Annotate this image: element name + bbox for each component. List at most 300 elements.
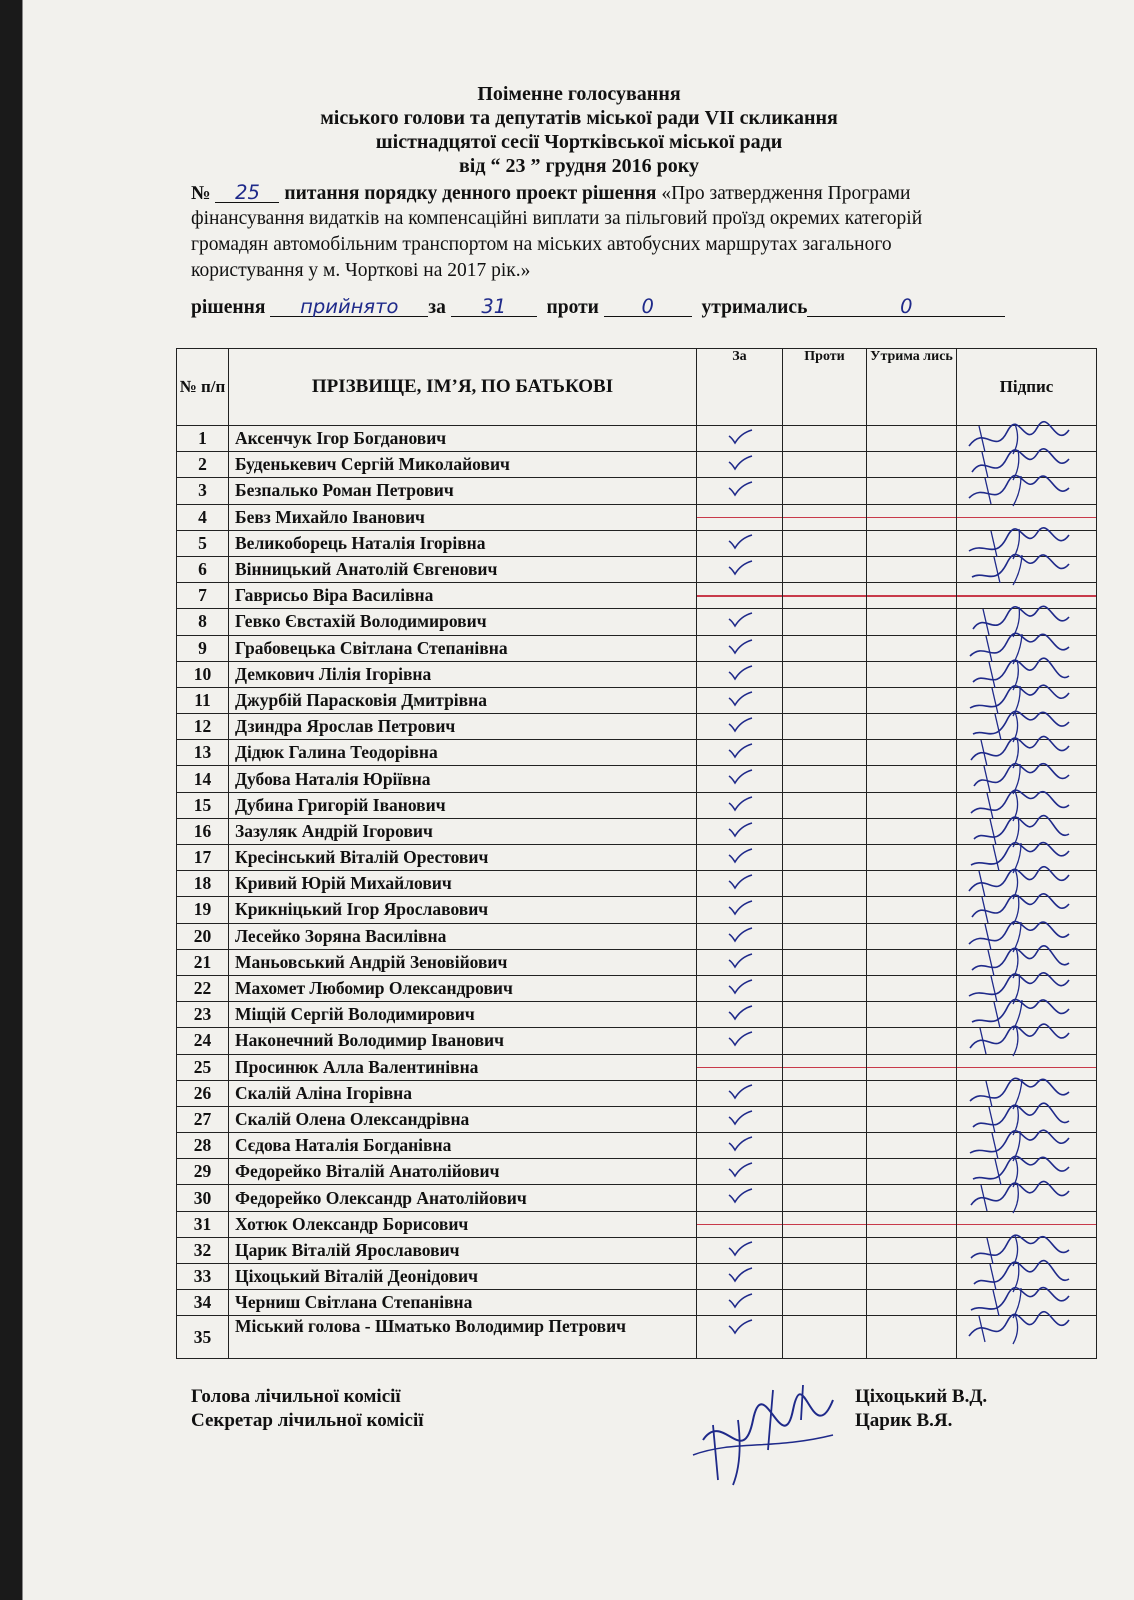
header-name: ПРІЗВИЩЕ, ІМ’Я, ПО БАТЬКОВІ [229, 349, 697, 426]
row-number: 26 [177, 1080, 229, 1106]
member-name: Дубина Григорій Іванович [229, 792, 697, 818]
row-number: 18 [177, 871, 229, 897]
row-number: 22 [177, 975, 229, 1001]
vote-cell-for [697, 452, 783, 478]
vote-cell-against [783, 1316, 867, 1359]
row-number: 15 [177, 792, 229, 818]
vote-cell-for [697, 583, 783, 609]
vote-cell-against [783, 871, 867, 897]
table-row [177, 1185, 1097, 1211]
signature-cell [957, 556, 1097, 582]
member-name: Великоборець Наталія Ігорівна [229, 530, 697, 556]
member-name: Міський голова - Шматько Володимир Петрович [229, 1316, 697, 1359]
vote-cell-abstain [867, 1106, 957, 1132]
vote-cell-for [697, 609, 783, 635]
member-name: Махомет Любомир Олександрович [229, 975, 697, 1001]
vote-cell-for [697, 766, 783, 792]
row-number: 27 [177, 1106, 229, 1132]
table-row [177, 923, 1097, 949]
vote-cell-against [783, 1133, 867, 1159]
table-row [177, 530, 1097, 556]
table-row [177, 766, 1097, 792]
handwritten-signature [965, 1310, 1075, 1348]
table-row [177, 897, 1097, 923]
checkmark-icon [727, 1188, 753, 1204]
table-row [177, 792, 1097, 818]
table-row [177, 635, 1097, 661]
vote-cell-abstain [867, 1028, 957, 1054]
table-row [177, 1028, 1097, 1054]
row-number: 1 [177, 426, 229, 452]
checkmark-icon [727, 822, 753, 838]
decision-label: рішення [191, 297, 266, 318]
row-number: 20 [177, 923, 229, 949]
row-number: 16 [177, 818, 229, 844]
absent-strike-line [783, 1224, 866, 1226]
member-name: Дзиндра Ярослав Петрович [229, 714, 697, 740]
table-body [177, 426, 1097, 1359]
vote-cell-abstain [867, 897, 957, 923]
vote-cell-for [697, 661, 783, 687]
table-row [177, 1159, 1097, 1185]
member-name: Зазуляк Андрій Ігорович [229, 818, 697, 844]
row-number: 28 [177, 1133, 229, 1159]
table-row [177, 426, 1097, 452]
vote-cell-for [697, 635, 783, 661]
checkmark-icon [727, 953, 753, 969]
member-name: Скалій Олена Олександрівна [229, 1106, 697, 1132]
question-text-1: «Про затвердження Програми [661, 183, 911, 204]
vote-cell-abstain [867, 975, 957, 1001]
member-name: Аксенчук Ігор Богданович [229, 426, 697, 452]
vote-cell-against [783, 1106, 867, 1132]
table-row [177, 740, 1097, 766]
vote-cell-abstain [867, 1290, 957, 1316]
checkmark-icon [727, 481, 753, 497]
table-row [177, 1002, 1097, 1028]
member-name: Кривий Юрій Михайлович [229, 871, 697, 897]
vote-cell-for [697, 1133, 783, 1159]
vote-cell-against [783, 1211, 867, 1237]
checkmark-icon [727, 560, 753, 576]
table-row [177, 1290, 1097, 1316]
member-name: Міщій Сергій Володимирович [229, 1002, 697, 1028]
row-number: 13 [177, 740, 229, 766]
question-number-handwritten: 25 [235, 181, 260, 204]
signature-cell [957, 478, 1097, 504]
vote-cell-against [783, 478, 867, 504]
checkmark-icon [727, 612, 753, 628]
checkmark-icon [727, 743, 753, 759]
vote-cell-against [783, 1002, 867, 1028]
vote-cell-abstain [867, 740, 957, 766]
vote-cell-for [697, 949, 783, 975]
member-name: Ціхоцький Віталій Деонідович [229, 1264, 697, 1290]
vote-cell-abstain [867, 1264, 957, 1290]
member-name: Хотюк Олександр Борисович [229, 1211, 697, 1237]
vote-cell-abstain [867, 766, 957, 792]
question-lead: питання порядку денного проект рішення [284, 183, 657, 204]
vote-cell-for [697, 897, 783, 923]
vote-cell-abstain [867, 871, 957, 897]
vote-cell-for [697, 845, 783, 871]
row-number: 11 [177, 687, 229, 713]
member-name: Сєдова Наталія Богданівна [229, 1133, 697, 1159]
table-row [177, 583, 1097, 609]
row-number: 33 [177, 1264, 229, 1290]
row-number: 14 [177, 766, 229, 792]
table-row [177, 871, 1097, 897]
checkmark-icon [727, 796, 753, 812]
member-name: Федорейко Олександр Анатолійович [229, 1185, 697, 1211]
vote-cell-against [783, 792, 867, 818]
header-abstain: Утрима лись [867, 349, 957, 426]
vote-cell-abstain [867, 1185, 957, 1211]
absent-strike-line [867, 1224, 956, 1226]
decision-value: прийнято [300, 295, 399, 318]
checkmark-icon [727, 639, 753, 655]
table-row [177, 1264, 1097, 1290]
row-number: 31 [177, 1211, 229, 1237]
vote-cell-for [697, 975, 783, 1001]
doc-title-line-3: шістнадцятої сесії Чортківської міської ради [375, 131, 783, 153]
row-number: 34 [177, 1290, 229, 1316]
vote-cell-against [783, 426, 867, 452]
chair-label: Голова лічильної комісії [191, 1386, 401, 1407]
vote-cell-against [783, 504, 867, 530]
secretary-signature-scribble [683, 1380, 843, 1490]
chair-name: Ціхоцький В.Д. [855, 1386, 988, 1407]
row-number: 29 [177, 1159, 229, 1185]
signature-cell [957, 1185, 1097, 1211]
result-line [191, 294, 1091, 321]
vote-cell-abstain [867, 609, 957, 635]
table-row [177, 975, 1097, 1001]
member-name: Гаврисьо Віра Василівна [229, 583, 697, 609]
vote-cell-abstain [867, 714, 957, 740]
vote-cell-against [783, 687, 867, 713]
table-row [177, 714, 1097, 740]
checkmark-icon [727, 1267, 753, 1283]
row-number: 21 [177, 949, 229, 975]
vote-cell-abstain [867, 792, 957, 818]
absent-strike-line [697, 595, 782, 597]
vote-cell-against [783, 635, 867, 661]
row-number: 9 [177, 635, 229, 661]
row-number: 30 [177, 1185, 229, 1211]
vote-cell-for [697, 1028, 783, 1054]
vote-cell-against [783, 661, 867, 687]
vote-cell-abstain [867, 504, 957, 530]
absent-strike-line [867, 1067, 956, 1069]
signature-cell [957, 1316, 1097, 1359]
absent-strike-line [957, 1224, 1096, 1226]
member-name: Буденькевич Сергій Миколайович [229, 452, 697, 478]
vote-cell-against [783, 556, 867, 582]
question-text-2: фінансування видатків на компенсаційні виплати за пільговий проїзд окремих категорій [191, 208, 923, 229]
vote-cell-abstain [867, 845, 957, 871]
vote-cell-against [783, 1159, 867, 1185]
member-name: Бевз Михайло Іванович [229, 504, 697, 530]
vote-cell-against [783, 583, 867, 609]
vote-cell-abstain [867, 1159, 957, 1185]
table-row [177, 1054, 1097, 1080]
abstained-label: утримались [701, 297, 808, 318]
vote-cell-for [697, 1264, 783, 1290]
row-number: 6 [177, 556, 229, 582]
checkmark-icon [727, 691, 753, 707]
vote-cell-for [697, 556, 783, 582]
vote-cell-abstain [867, 1080, 957, 1106]
table-row [177, 661, 1097, 687]
vote-cell-against [783, 452, 867, 478]
row-number: 12 [177, 714, 229, 740]
vote-cell-against [783, 1054, 867, 1080]
signature-cell [957, 1028, 1097, 1054]
row-number: 4 [177, 504, 229, 530]
checkmark-icon [727, 1136, 753, 1152]
vote-cell-abstain [867, 426, 957, 452]
secretary-label: Секретар лічильної комісії [191, 1410, 424, 1431]
absent-strike-line [783, 595, 866, 597]
against-label: проти [546, 297, 599, 318]
vote-cell-against [783, 1080, 867, 1106]
vote-cell-against [783, 897, 867, 923]
header-against: Проти [783, 349, 867, 426]
header-signature: Підпис [957, 349, 1097, 426]
table-row [177, 1316, 1097, 1359]
vote-cell-abstain [867, 1316, 957, 1359]
vote-cell-against [783, 949, 867, 975]
member-name: Просинюк Алла Валентинівна [229, 1054, 697, 1080]
vote-cell-for [697, 1106, 783, 1132]
header-num: № п/п [177, 349, 229, 426]
table-row [177, 1106, 1097, 1132]
vote-cell-abstain [867, 1133, 957, 1159]
table-row [177, 478, 1097, 504]
table-row [177, 1133, 1097, 1159]
vote-cell-for [697, 1159, 783, 1185]
checkmark-icon [727, 979, 753, 995]
vote-cell-abstain [867, 923, 957, 949]
vote-cell-for [697, 1185, 783, 1211]
secretary-name: Царик В.Я. [855, 1410, 953, 1431]
vote-cell-abstain [867, 635, 957, 661]
document-page [22, 0, 1134, 1600]
member-name: Демкович Лілія Ігорівна [229, 661, 697, 687]
member-name: Грабовецька Світлана Степанівна [229, 635, 697, 661]
vote-cell-for [697, 792, 783, 818]
vote-cell-for [697, 1290, 783, 1316]
row-number: 8 [177, 609, 229, 635]
row-number: 3 [177, 478, 229, 504]
checkmark-icon [727, 1162, 753, 1178]
checkmark-icon [727, 429, 753, 445]
member-name: Кресінський Віталій Орестович [229, 845, 697, 871]
member-name: Наконечний Володимир Іванович [229, 1028, 697, 1054]
vote-cell-for [697, 818, 783, 844]
vote-cell-abstain [867, 583, 957, 609]
absent-strike-line [697, 517, 782, 519]
table-header-row [177, 349, 1097, 426]
member-name: Вінницький Анатолій Євгенович [229, 556, 697, 582]
vote-cell-for [697, 871, 783, 897]
roll-call-table [176, 348, 1097, 1359]
checkmark-icon [727, 1241, 753, 1257]
vote-cell-against [783, 714, 867, 740]
member-name: Маньовський Андрій Зеновійович [229, 949, 697, 975]
vote-cell-for [697, 1211, 783, 1237]
checkmark-icon [727, 534, 753, 550]
absent-strike-line [697, 1067, 782, 1069]
checkmark-icon [727, 717, 753, 733]
row-number: 7 [177, 583, 229, 609]
checkmark-icon [727, 1031, 753, 1047]
vote-cell-abstain [867, 661, 957, 687]
for-blank [451, 294, 537, 317]
abstained-value: 0 [900, 295, 913, 318]
absent-strike-line [783, 1067, 866, 1069]
vote-cell-abstain [867, 687, 957, 713]
member-name: Джурбій Парасковія Дмитрівна [229, 687, 697, 713]
table-row [177, 609, 1097, 635]
row-number: 32 [177, 1237, 229, 1263]
member-name: Лесейко Зоряна Василівна [229, 923, 697, 949]
table-row [177, 556, 1097, 582]
vote-cell-for [697, 1080, 783, 1106]
table-row [177, 1211, 1097, 1237]
question-number-blank [215, 180, 279, 203]
vote-cell-for [697, 426, 783, 452]
checkmark-icon [727, 927, 753, 943]
absent-strike-line [867, 517, 956, 519]
absent-strike-line [957, 517, 1096, 519]
member-name: Крикніцький Ігор Ярославович [229, 897, 697, 923]
row-number: 10 [177, 661, 229, 687]
vote-cell-for [697, 687, 783, 713]
decision-blank [270, 294, 428, 317]
row-number: 2 [177, 452, 229, 478]
question-text-3: громадян автомобільним транспортом на міських автобусних маршрутах загального [191, 234, 892, 255]
table-row [177, 818, 1097, 844]
absent-strike-line [867, 595, 956, 597]
for-value: 31 [481, 295, 507, 318]
vote-cell-against [783, 923, 867, 949]
table-row [177, 1080, 1097, 1106]
vote-cell-abstain [867, 478, 957, 504]
checkmark-icon [727, 1005, 753, 1021]
member-name: Царик Віталій Ярославович [229, 1237, 697, 1263]
vote-cell-against [783, 530, 867, 556]
vote-cell-against [783, 1264, 867, 1290]
vote-cell-against [783, 766, 867, 792]
absent-strike-line [957, 1067, 1096, 1069]
vote-cell-abstain [867, 556, 957, 582]
member-name: Дубова Наталія Юріївна [229, 766, 697, 792]
checkmark-icon [727, 900, 753, 916]
vote-cell-against [783, 975, 867, 1001]
table-row [177, 1237, 1097, 1263]
vote-cell-against [783, 845, 867, 871]
checkmark-icon [727, 769, 753, 785]
vote-cell-for [697, 1237, 783, 1263]
checkmark-icon [727, 848, 753, 864]
member-name: Федорейко Віталій Анатолійович [229, 1159, 697, 1185]
for-label: за [428, 297, 446, 318]
member-name: Гевко Євстахій Володимирович [229, 609, 697, 635]
doc-title-line-1: Поіменне голосування [477, 83, 681, 105]
vote-cell-for [697, 740, 783, 766]
against-blank [604, 294, 692, 317]
vote-cell-for [697, 1054, 783, 1080]
vote-cell-for [697, 478, 783, 504]
absent-strike-line [783, 517, 866, 519]
vote-cell-for [697, 530, 783, 556]
absent-strike-line [957, 595, 1096, 597]
absent-strike-line [697, 1224, 782, 1226]
vote-cell-against [783, 1237, 867, 1263]
member-name: Дідюк Галина Теодорівна [229, 740, 697, 766]
doc-title-line-4: від “ 23 ” грудня 2016 року [459, 155, 699, 177]
number-sign: № [191, 183, 211, 204]
vote-cell-abstain [867, 818, 957, 844]
vote-cell-abstain [867, 1237, 957, 1263]
vote-cell-for [697, 504, 783, 530]
row-number: 35 [177, 1316, 229, 1359]
question-line-1 [191, 180, 1091, 207]
table-row [177, 504, 1097, 530]
against-value: 0 [641, 295, 654, 318]
member-name: Черниш Світлана Степанівна [229, 1290, 697, 1316]
vote-cell-against [783, 609, 867, 635]
vote-cell-against [783, 740, 867, 766]
row-number: 24 [177, 1028, 229, 1054]
checkmark-icon [727, 1319, 753, 1335]
checkmark-icon [727, 665, 753, 681]
row-number: 19 [177, 897, 229, 923]
table-row [177, 845, 1097, 871]
member-name: Скалій Аліна Ігорівна [229, 1080, 697, 1106]
row-number: 5 [177, 530, 229, 556]
row-number: 17 [177, 845, 229, 871]
vote-cell-abstain [867, 949, 957, 975]
checkmark-icon [727, 1084, 753, 1100]
vote-cell-abstain [867, 530, 957, 556]
question-text-4: користування у м. Чорткові на 2017 рік.» [191, 260, 531, 281]
row-number: 25 [177, 1054, 229, 1080]
table-row [177, 949, 1097, 975]
vote-cell-abstain [867, 1054, 957, 1080]
member-name: Безпалько Роман Петрович [229, 478, 697, 504]
doc-title-line-2: міського голови та депутатів міської ради VII скликання [320, 107, 838, 129]
checkmark-icon [727, 874, 753, 890]
checkmark-icon [727, 1293, 753, 1309]
table-row [177, 452, 1097, 478]
table-row [177, 687, 1097, 713]
vote-cell-against [783, 1290, 867, 1316]
row-number: 23 [177, 1002, 229, 1028]
vote-cell-for [697, 1002, 783, 1028]
vote-cell-for [697, 714, 783, 740]
vote-cell-abstain [867, 1211, 957, 1237]
vote-cell-against [783, 1185, 867, 1211]
abstained-blank [807, 294, 1005, 317]
vote-cell-for [697, 1316, 783, 1359]
vote-cell-abstain [867, 1002, 957, 1028]
vote-cell-against [783, 1028, 867, 1054]
vote-cell-against [783, 818, 867, 844]
checkmark-icon [727, 455, 753, 471]
